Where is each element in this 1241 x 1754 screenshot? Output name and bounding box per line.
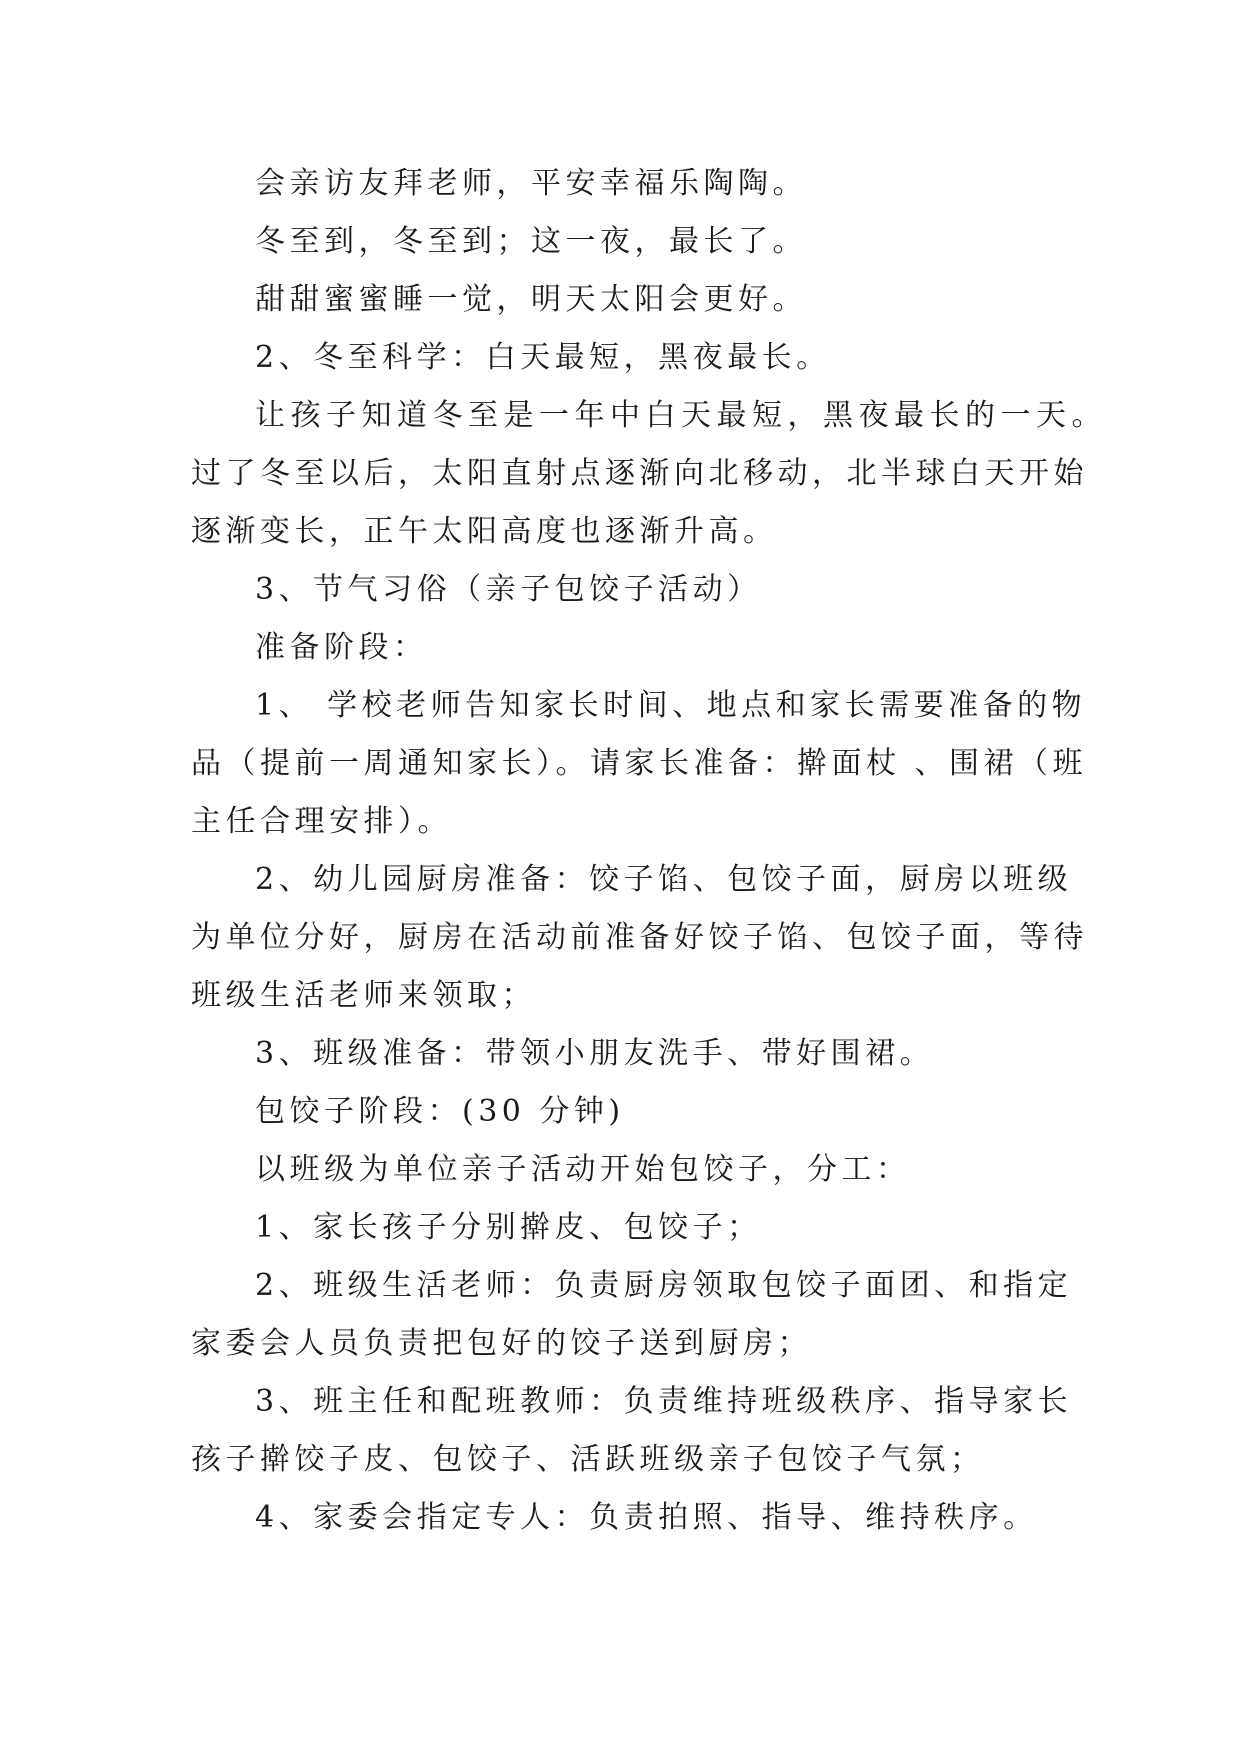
paragraph-line: 2、幼儿园厨房准备：饺子馅、包饺子面，厨房以班级 (255, 862, 1073, 897)
paragraph-line: 为单位分好，厨房在活动前准备好饺子馅、包饺子面，等待 (191, 920, 1088, 955)
paragraph-line: 3、班主任和配班教师：负责维持班级秩序、指导家长 (255, 1384, 1073, 1419)
paragraph-line: 2、班级生活老师：负责厨房领取包饺子面团、和指定 (255, 1268, 1073, 1303)
paragraph-line: 让孩子知道冬至是一年中白天最短，黑夜最长的一天。 (255, 398, 1107, 433)
paragraph-line: 品（提前一周通知家长）。请家长准备：擀面杖 、围裙（班 (191, 746, 1088, 781)
subsection-heading: 包饺子阶段：(30 分钟) (255, 1094, 625, 1129)
paragraph-line: 会亲访友拜老师，平安幸福乐陶陶。 (255, 166, 807, 201)
subsection-heading: 准备阶段： (255, 630, 428, 665)
paragraph-line: 过了冬至以后，太阳直射点逐渐向北移动，北半球白天开始 (191, 456, 1088, 491)
paragraph-line: 4、家委会指定专人：负责拍照、指导、维持秩序。 (255, 1500, 1038, 1535)
paragraph-line: 甜甜蜜蜜睡一觉，明天太阳会更好。 (255, 282, 807, 317)
paragraph-line: 班级生活老师来领取； (191, 978, 536, 1013)
paragraph-line: 孩子擀饺子皮、包饺子、活跃班级亲子包饺子气氛； (191, 1442, 985, 1477)
section-heading: 3、节气习俗（亲子包饺子活动） (255, 572, 762, 607)
document-body (191, 155, 1107, 1547)
paragraph-line: 3、班级准备：带领小朋友洗手、带好围裙。 (255, 1036, 935, 1071)
paragraph-line: 家委会人员负责把包好的饺子送到厨房； (191, 1326, 812, 1361)
paragraph-line: 以班级为单位亲子活动开始包饺子，分工： (255, 1152, 911, 1187)
section-heading: 2、冬至科学：白天最短，黑夜最长。 (255, 340, 831, 375)
paragraph-line: 冬至到，冬至到；这一夜，最长了。 (255, 224, 807, 259)
paragraph-line: 1、 学校老师告知家长时间、地点和家长需要准备的物 (255, 688, 1087, 723)
paragraph-line: 1、家长孩子分别擀皮、包饺子； (255, 1210, 762, 1245)
paragraph-line: 主任合理安排）。 (191, 804, 452, 839)
paragraph-line: 逐渐变长，正午太阳高度也逐渐升高。 (191, 514, 778, 549)
